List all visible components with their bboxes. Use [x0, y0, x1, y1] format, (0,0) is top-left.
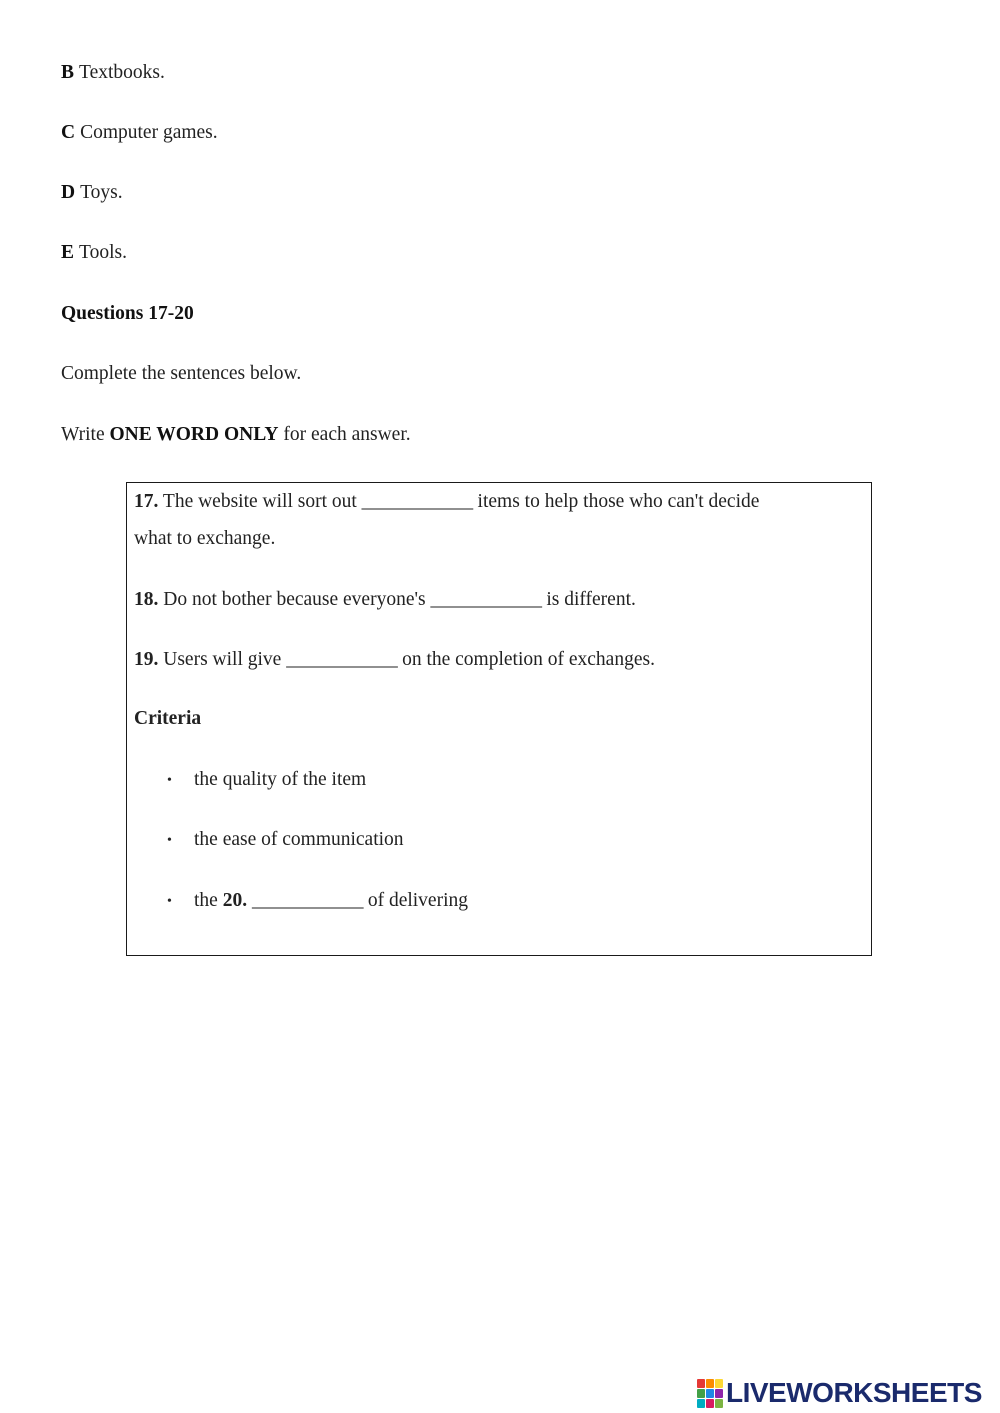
option-b: [61, 61, 165, 85]
bullet-icon: •: [167, 833, 172, 848]
criteria-item: the quality of the item: [194, 769, 367, 790]
answer-blank-17[interactable]: ____________: [361, 491, 473, 512]
question-number: 19.: [134, 649, 159, 670]
option-text: Textbooks.: [79, 62, 165, 83]
logo-cell: [706, 1389, 714, 1398]
bullet-icon: •: [167, 894, 172, 909]
criteria-item: the ease of communication: [194, 829, 404, 850]
option-c: [61, 121, 218, 145]
question-box: [126, 482, 872, 956]
question-17: 17. The website will sort out ____________ items to help those who can't decide: [134, 491, 760, 512]
option-text: Tools.: [79, 242, 127, 263]
logo-cell: [706, 1379, 714, 1388]
logo-cell: [715, 1399, 723, 1408]
question-number: 20.: [222, 890, 248, 911]
write-instruction: Write ONE WORD ONLY for each answer.: [61, 424, 411, 445]
option-letter: B: [61, 62, 75, 83]
bullet-icon: •: [167, 773, 172, 788]
answer-blank-18[interactable]: ____________: [430, 589, 542, 610]
question-18: 18. Do not bother because everyone's ____________ is different.: [134, 589, 636, 610]
option-text: Toys.: [80, 182, 123, 203]
option-letter: C: [61, 122, 76, 143]
liveworksheets-logo-icon: [697, 1379, 723, 1408]
brand-name: LIVEWORKSHEETS: [726, 1377, 982, 1408]
criteria-heading: Criteria: [134, 708, 202, 729]
logo-cell: [715, 1389, 723, 1398]
option-d: [61, 181, 123, 205]
section-heading: Questions 17-20: [61, 303, 194, 324]
logo-cell: [697, 1379, 705, 1388]
section-instruction: Complete the sentences below.: [61, 363, 302, 384]
question-number: 18.: [134, 589, 159, 610]
option-letter: D: [61, 182, 76, 203]
option-e: [61, 241, 127, 265]
word-limit: ONE WORD ONLY: [109, 424, 279, 445]
answer-blank-20[interactable]: ____________: [251, 890, 363, 911]
logo-cell: [715, 1379, 723, 1388]
question-17-continuation: what to exchange.: [134, 528, 276, 549]
logo-cell: [706, 1399, 714, 1408]
answer-blank-19[interactable]: ____________: [286, 649, 398, 670]
liveworksheets-brand: [697, 1378, 982, 1408]
logo-cell: [697, 1389, 705, 1398]
logo-cell: [697, 1399, 705, 1408]
question-19: 19. Users will give ____________ on the completion of exchanges.: [134, 649, 655, 670]
option-text: Computer games.: [80, 122, 218, 143]
question-20: the 20. ____________ of delivering: [194, 890, 469, 911]
option-letter: E: [61, 242, 75, 263]
question-number: 17.: [134, 491, 159, 512]
